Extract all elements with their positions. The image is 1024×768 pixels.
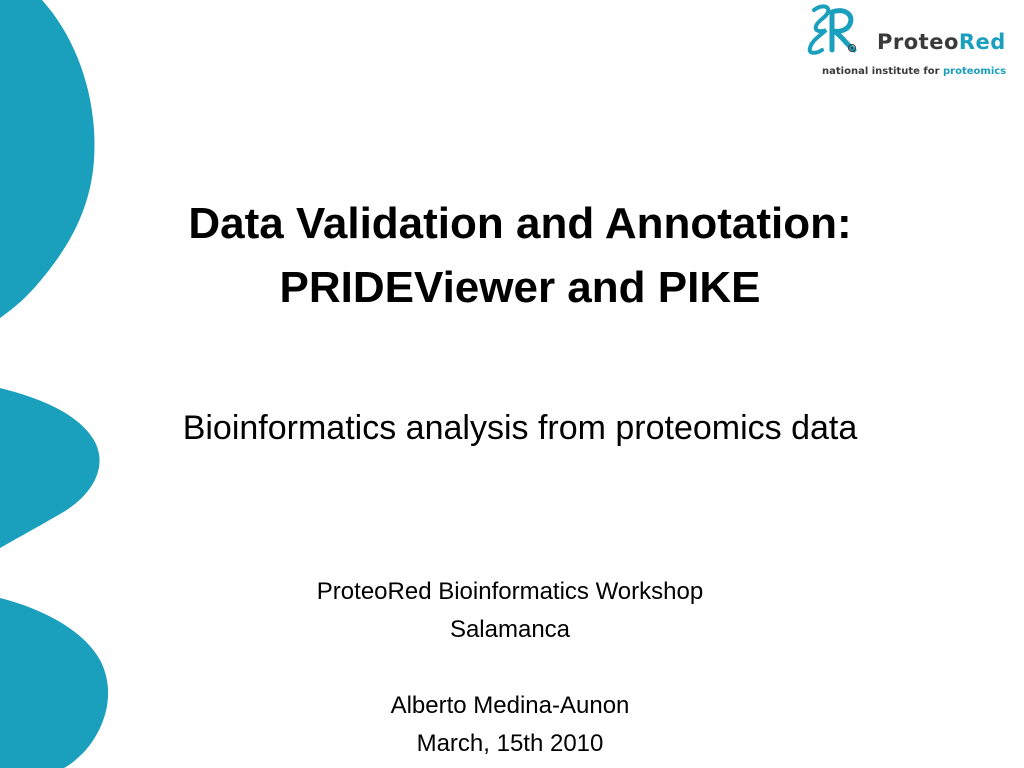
logo-wordmark-part2: Red <box>958 30 1006 54</box>
event-name: ProteoRed Bioinformatics Workshop <box>316 578 704 605</box>
logo-wordmark-part1: Proteo <box>877 30 959 54</box>
presentation-date: March, 15th 2010 <box>416 730 604 757</box>
logo-tagline-part2: proteomics <box>943 66 1007 77</box>
slide-title-line-2: PRIDEViewer and PIKE <box>279 263 761 312</box>
event-location: Salamanca <box>449 616 571 643</box>
proteored-logo <box>800 2 1012 86</box>
info-spacer <box>210 649 810 687</box>
logo-tagline <box>822 66 1006 77</box>
decorative-wave-shapes <box>0 0 140 768</box>
proteored-emblem-icon <box>800 2 870 64</box>
slide-subtitle: Bioinformatics analysis from proteomics data <box>182 409 858 447</box>
logo-tagline-part1: national institute for <box>822 66 944 77</box>
slide-title <box>60 192 980 320</box>
slide-title-line-1: Data Validation and Annotation: <box>188 199 852 248</box>
presentation-info <box>210 573 810 763</box>
decorative-wave-bottom <box>0 598 108 768</box>
author-name: Alberto Medina-Aunon <box>390 692 630 719</box>
logo-wordmark <box>877 30 1006 54</box>
